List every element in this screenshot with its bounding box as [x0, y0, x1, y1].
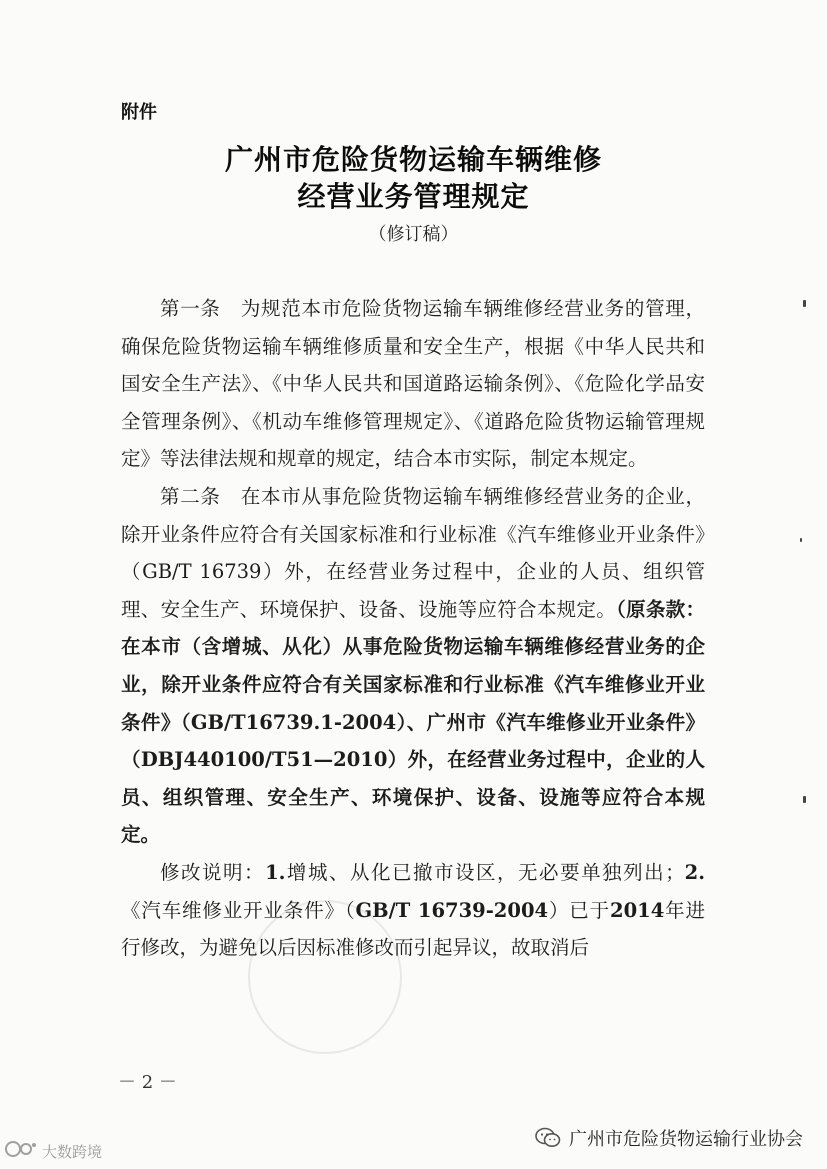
scan-speck [803, 796, 806, 803]
document-subtitle: （修订稿） [368, 224, 459, 245]
revision-note-b2: 2. [684, 860, 705, 884]
revision-note-b: 增城、从化已撤市设区，无必要单独列出； [285, 860, 685, 884]
title-line-1: 广州市危险货物运输车辆维修 [224, 143, 602, 176]
left-watermark [4, 1140, 102, 1162]
article-2-paragraph [121, 478, 705, 854]
wechat-icon [535, 1127, 561, 1149]
page-number: － 2 － [118, 1072, 177, 1093]
revision-note-e: 年进行修改，为避免以后因标准修改而引起异议，故取消后 [121, 898, 705, 960]
document-body [121, 290, 705, 967]
right-watermark [535, 1125, 803, 1151]
scan-speck [803, 300, 806, 307]
scan-speck [800, 538, 802, 542]
left-watermark-text: 大数跨境 [42, 1142, 103, 1161]
brand-logo-icon [4, 1140, 38, 1162]
revision-note-year: 2014 [610, 898, 665, 922]
revision-note-d: ）已于 [548, 898, 610, 922]
article-2-text: 第二条 在本市从事危险货物运输车辆维修经营业务的企业，除开业条件应符合有关国家标准和行业标准《汽车维修业开业条件》（GB/T 16739）外，在经营业务过程中，企业的人员、组织管理、安全生产、环境保护、设备、设施等应符合本规定。 [121, 484, 705, 621]
article-1-paragraph: 第一条 为规范本市危险货物运输车辆维修经营业务的管理，确保危险货物运输车辆维修质量和安全生产，根据《中华人民共和国安全生产法》、《中华人民共和国道路运输条例》、《危险化学品安全管理条例》、《机动车维修管理规定》、《道路危险货物运输管理规定》等法律法规和规章的规定，结合本市实际，制定本规定。 [121, 297, 705, 471]
revision-note-standard: GB/T 16739-2004 [355, 898, 549, 922]
revision-note-c: 《汽车维修业开业条件》（ [121, 898, 356, 922]
attachment-label: 附件 [121, 102, 157, 123]
revision-note-b1: 1. [265, 860, 286, 884]
revision-note-paragraph [121, 854, 705, 967]
revision-note-a: 修改说明： [160, 860, 266, 884]
title-line-2: 经营业务管理规定 [297, 180, 530, 213]
right-watermark-text: 广州市危险货物运输行业协会 [569, 1129, 803, 1150]
original-clause-text: （原条款：在本市（含增城、从化）从事危险货物运输车辆维修经营业务的企业，除开业条件应符合有关国家标准和行业标准《汽车维修业开业条件》（GB/T16739.1-2004）、广州市《汽车维修业开业条件》（DBJ440100/T51—2010）外，在经营业务过程中，企业的人员、组织管理、安全生产、环境保护、设备、设施等应符合本规定。 [121, 597, 705, 847]
